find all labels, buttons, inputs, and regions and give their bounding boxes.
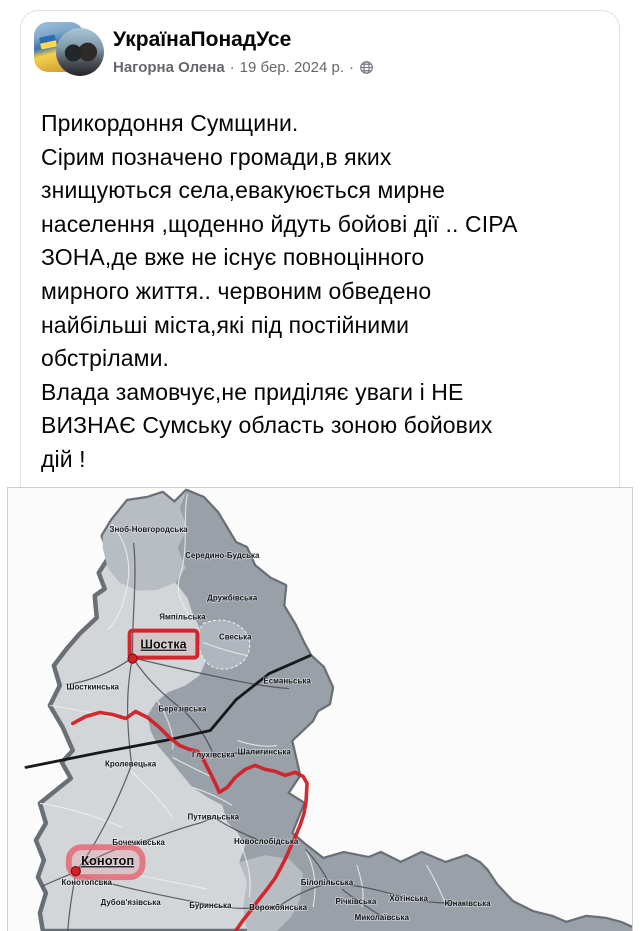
post-text-line: ВИЗНАЄ Сумську область зоною бойових xyxy=(41,412,493,439)
post-date[interactable]: 19 бер. 2024 р. xyxy=(239,59,345,76)
city-label: Конотоп xyxy=(81,853,135,869)
map-label: Новослобідська xyxy=(234,837,299,847)
map-label: Шосткинська xyxy=(66,682,119,692)
map-label: Путивльська xyxy=(187,812,240,822)
author-avatar[interactable] xyxy=(56,28,104,76)
map-label: Ямпільська xyxy=(159,612,206,622)
author-name[interactable]: Нагорна Олена xyxy=(113,59,225,76)
separator-dot: · xyxy=(229,59,235,76)
znob-region xyxy=(103,491,188,591)
avatar-group[interactable] xyxy=(34,22,106,80)
post-image-map[interactable] xyxy=(7,487,633,931)
map-label: Есманьська xyxy=(263,676,311,686)
post-subtitle xyxy=(113,59,374,76)
map-label: Дубов'язівська xyxy=(100,898,161,908)
map-label: Шалигинська xyxy=(237,747,291,757)
sumy-oblast-map xyxy=(8,488,632,931)
post-card xyxy=(20,10,620,487)
post-text-line: Прикордоння Сумщини. xyxy=(41,110,299,136)
map-label: Бочечківська xyxy=(112,838,165,848)
map-label: Глухівська xyxy=(191,750,235,760)
map-label: Березівська xyxy=(158,704,207,714)
map-label: Середино-Будська xyxy=(185,550,260,560)
map-label: Річківська xyxy=(335,897,377,907)
city-dot xyxy=(128,654,137,663)
post-text-line: мирного життя.. червоним обведено xyxy=(41,277,432,304)
post-text-line: знищуються села,евакуюється мирне xyxy=(41,177,445,204)
map-label: Зноб-Новгородська xyxy=(109,524,188,534)
map-label: Свеська xyxy=(218,632,252,642)
post-text-line: дій ! xyxy=(41,445,86,472)
post-text-line: Влада замовчує,не приділяє уваги і НЕ xyxy=(41,378,464,405)
map-label: Кролевецька xyxy=(105,759,157,769)
map-label: Дружбівська xyxy=(207,593,258,603)
map-label: Буринська xyxy=(189,901,232,911)
map-label: Ворожбянська xyxy=(249,903,308,913)
city-dot xyxy=(71,867,80,876)
map-label: Конотопська xyxy=(61,878,112,888)
city-label: Шостка xyxy=(140,637,187,652)
map-label: Юнаківська xyxy=(444,899,491,909)
globe-icon xyxy=(359,60,374,75)
map-label: Хотінська xyxy=(389,894,428,904)
post-text-line: обстрілами. xyxy=(41,345,170,372)
page-name[interactable]: УкраїнаПонадУсе xyxy=(113,28,292,51)
post-text-line: Сірим позначено громади,в яких xyxy=(41,143,392,170)
post-text-line: населення ,щоденно йдуть бойові дії .. СІРА xyxy=(41,210,518,237)
post-header xyxy=(21,11,619,101)
map-label: Миколаївська xyxy=(354,913,409,923)
separator-dot: · xyxy=(349,59,355,76)
post-text-line: ЗОНА,де вже не існує повноцінного xyxy=(41,244,425,271)
map-label: Білопільська xyxy=(300,878,354,888)
post-text-line: найбільші міста,які під постійними xyxy=(41,311,410,338)
post-text xyxy=(41,107,606,477)
